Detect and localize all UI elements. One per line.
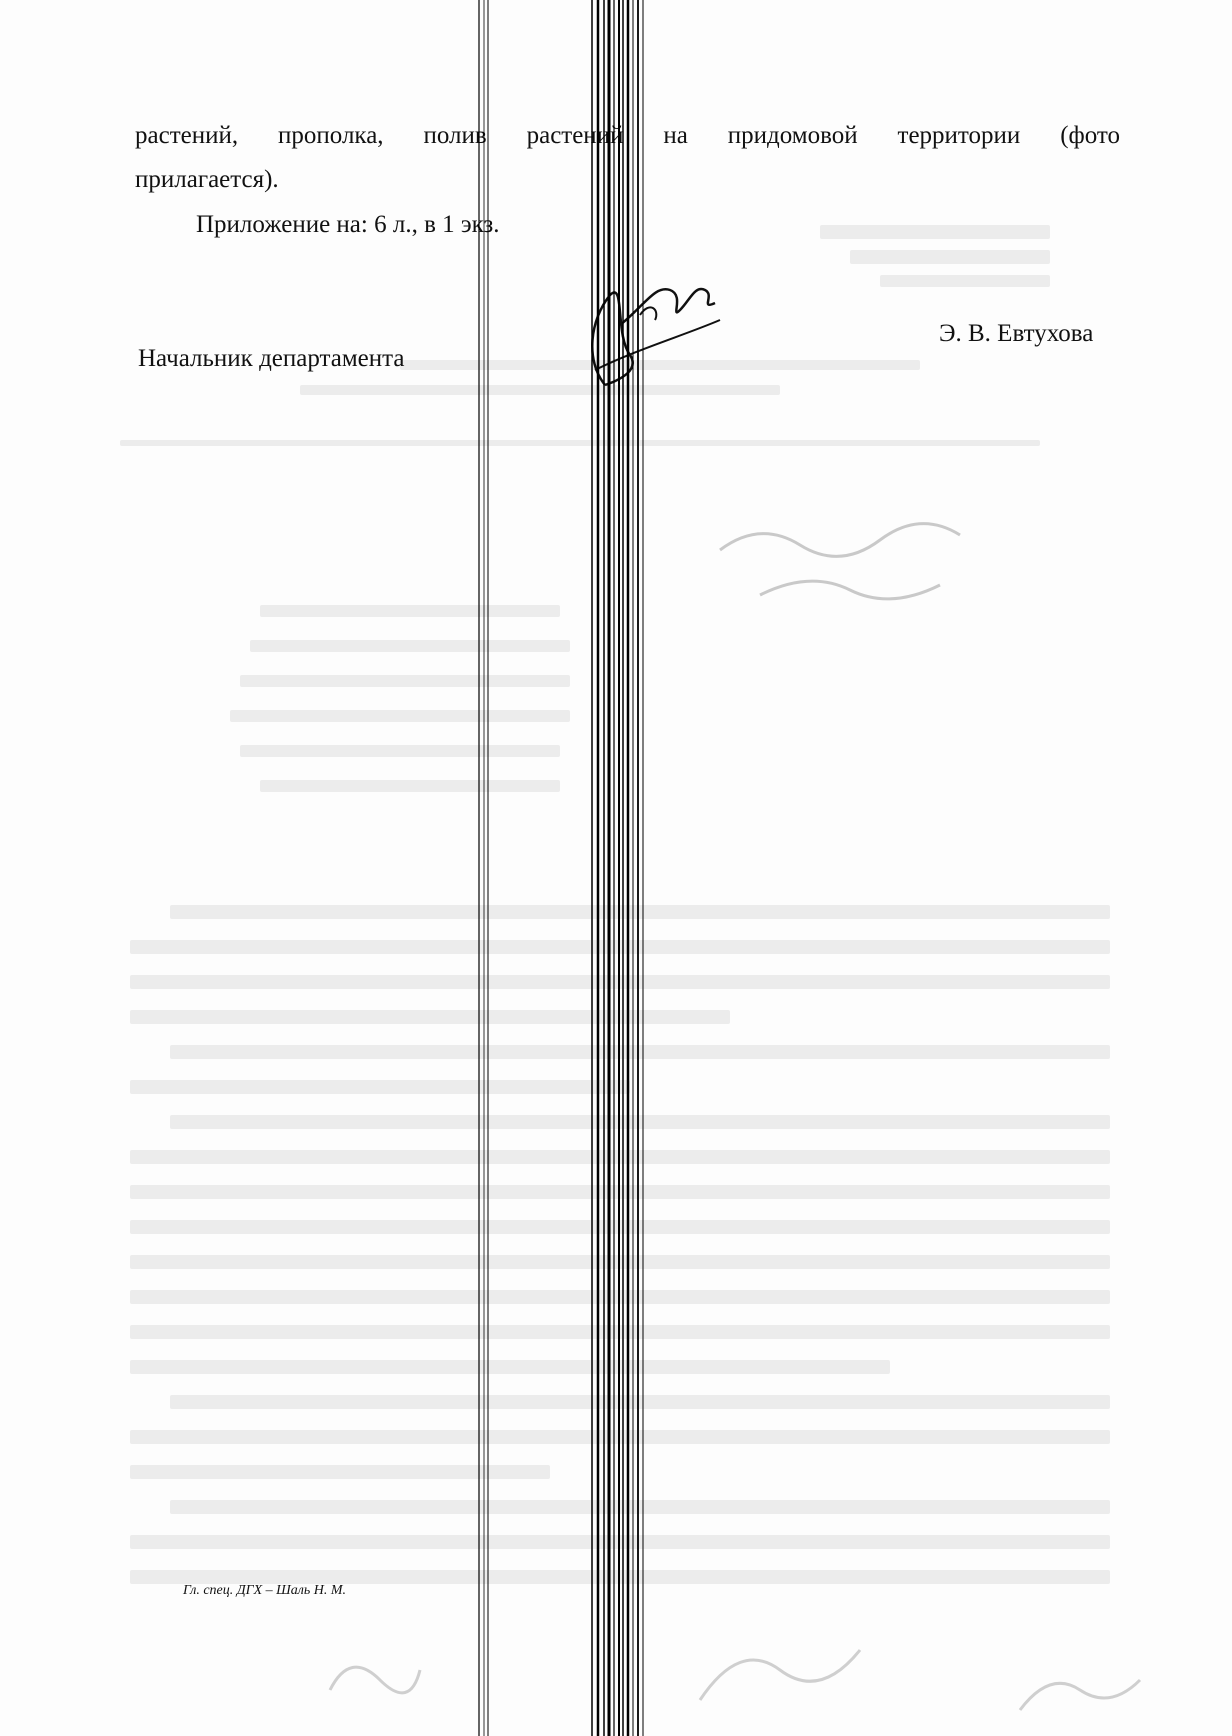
signer-position: Начальник департамента [138, 345, 405, 372]
executor-note: Гл. спец. ДГХ – Шаль Н. М. [183, 1583, 347, 1598]
pencil-mark-icon [700, 500, 1020, 620]
attachment-note: Приложение на: 6 л., в 1 экз. [196, 211, 500, 238]
pencil-mark-icon [260, 1610, 1160, 1720]
signer-name: Э. В. Евтухова [939, 320, 1094, 347]
body-text-line-2: прилагается). [135, 166, 279, 193]
body-text-line-1: растений, прополка, полив растений на придомовой территории (фото [135, 122, 1120, 149]
handwritten-signature-icon [575, 265, 725, 395]
